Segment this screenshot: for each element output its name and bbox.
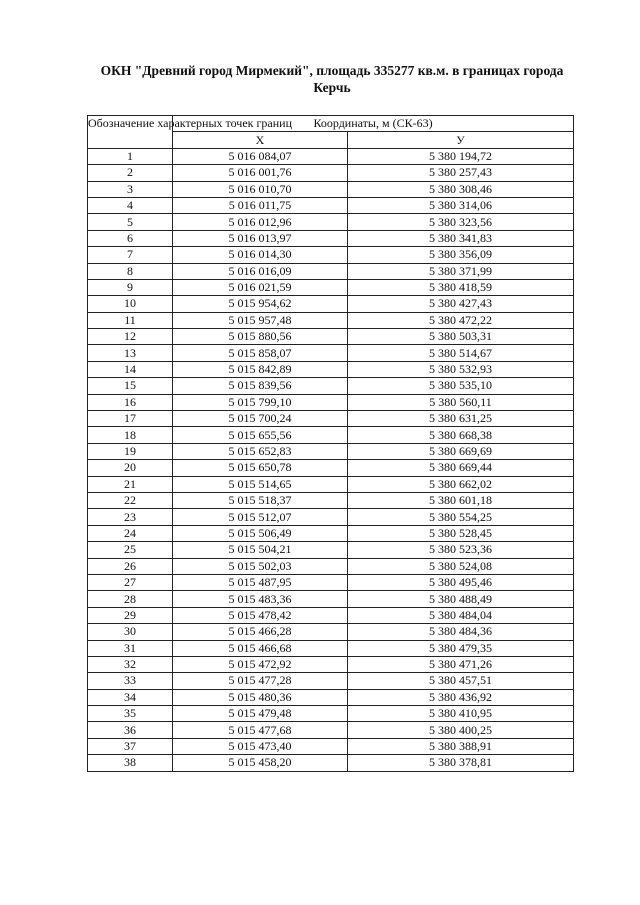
coord-y: 5 380 308,46	[348, 181, 574, 197]
coord-y: 5 380 418,59	[348, 279, 574, 295]
coord-x: 5 015 479,48	[173, 706, 348, 722]
coord-x: 5 015 858,07	[173, 345, 348, 361]
coord-y: 5 380 341,83	[348, 230, 574, 246]
coord-y: 5 380 669,69	[348, 443, 574, 459]
coord-y: 5 380 427,43	[348, 296, 574, 312]
coord-y: 5 380 631,25	[348, 411, 574, 427]
coord-x: 5 015 473,40	[173, 738, 348, 754]
point-number: 9	[88, 279, 173, 295]
coord-y: 5 380 514,67	[348, 345, 574, 361]
point-number: 27	[88, 574, 173, 590]
point-number: 24	[88, 525, 173, 541]
coord-x: 5 016 013,97	[173, 230, 348, 246]
header-y: У	[348, 132, 574, 148]
table-row	[88, 525, 574, 541]
table-row	[88, 411, 574, 427]
coord-x: 5 015 652,83	[173, 443, 348, 459]
coord-x: 5 016 021,59	[173, 279, 348, 295]
point-number: 18	[88, 427, 173, 443]
coord-y: 5 380 479,35	[348, 640, 574, 656]
coord-x: 5 015 842,89	[173, 361, 348, 377]
table-row	[88, 443, 574, 459]
point-number: 2	[88, 165, 173, 181]
coord-x: 5 015 839,56	[173, 378, 348, 394]
table-row	[88, 460, 574, 476]
coord-y: 5 380 668,38	[348, 427, 574, 443]
point-number: 1	[88, 148, 173, 164]
table-row	[88, 722, 574, 738]
coord-x: 5 015 954,62	[173, 296, 348, 312]
coord-x: 5 015 466,28	[173, 624, 348, 640]
table-body	[88, 148, 574, 771]
table-row	[88, 591, 574, 607]
coord-x: 5 016 011,75	[173, 197, 348, 213]
point-number: 15	[88, 378, 173, 394]
header-point-label: Обозначение характерных точек границ	[88, 116, 173, 149]
table-row	[88, 607, 574, 623]
coord-y: 5 380 356,09	[348, 247, 574, 263]
point-number: 32	[88, 656, 173, 672]
point-number: 4	[88, 197, 173, 213]
point-number: 5	[88, 214, 173, 230]
table-row	[88, 197, 574, 213]
point-number: 12	[88, 329, 173, 345]
table-row	[88, 148, 574, 164]
coord-y: 5 380 471,26	[348, 656, 574, 672]
coord-x: 5 016 016,09	[173, 263, 348, 279]
point-number: 23	[88, 509, 173, 525]
point-number: 26	[88, 558, 173, 574]
coord-y: 5 380 669,44	[348, 460, 574, 476]
coord-x: 5 015 472,92	[173, 656, 348, 672]
coord-y: 5 380 523,36	[348, 542, 574, 558]
table-row	[88, 640, 574, 656]
coord-y: 5 380 371,99	[348, 263, 574, 279]
table-row	[88, 706, 574, 722]
coord-x: 5 015 518,37	[173, 492, 348, 508]
table-row	[88, 673, 574, 689]
header-coordinates-group: Координаты, м (СК-63)	[173, 116, 574, 132]
table-row	[88, 345, 574, 361]
table-row	[88, 247, 574, 263]
table-row	[88, 509, 574, 525]
point-number: 20	[88, 460, 173, 476]
coord-x: 5 015 466,68	[173, 640, 348, 656]
table-row	[88, 558, 574, 574]
point-number: 33	[88, 673, 173, 689]
coord-x: 5 015 514,65	[173, 476, 348, 492]
coord-x: 5 015 487,95	[173, 574, 348, 590]
table-row	[88, 755, 574, 771]
point-number: 17	[88, 411, 173, 427]
table-row	[88, 476, 574, 492]
point-number: 7	[88, 247, 173, 263]
table-row	[88, 165, 574, 181]
coord-x: 5 015 880,56	[173, 329, 348, 345]
coord-y: 5 380 484,04	[348, 607, 574, 623]
point-number: 8	[88, 263, 173, 279]
title-line-1: ОКН "Древний город Мирмекий", площадь 335277 кв.м. в границах города	[100, 63, 564, 78]
coord-x: 5 015 502,03	[173, 558, 348, 574]
point-number: 31	[88, 640, 173, 656]
coord-y: 5 380 410,95	[348, 706, 574, 722]
coord-x: 5 015 655,56	[173, 427, 348, 443]
coord-x: 5 015 478,42	[173, 607, 348, 623]
coord-x: 5 015 700,24	[173, 411, 348, 427]
table-row	[88, 394, 574, 410]
point-number: 34	[88, 689, 173, 705]
coord-x: 5 015 957,48	[173, 312, 348, 328]
coord-x: 5 016 084,07	[173, 148, 348, 164]
table-row	[88, 624, 574, 640]
table-row	[88, 230, 574, 246]
coord-x: 5 015 799,10	[173, 394, 348, 410]
point-number: 25	[88, 542, 173, 558]
coord-y: 5 380 257,43	[348, 165, 574, 181]
table-row	[88, 329, 574, 345]
coord-y: 5 380 314,06	[348, 197, 574, 213]
coord-x: 5 015 477,68	[173, 722, 348, 738]
document-title	[90, 62, 574, 96]
coord-y: 5 380 488,49	[348, 591, 574, 607]
point-number: 28	[88, 591, 173, 607]
coord-y: 5 380 503,31	[348, 329, 574, 345]
header-x: Х	[173, 132, 348, 148]
coord-x: 5 015 504,21	[173, 542, 348, 558]
coordinates-table	[87, 115, 574, 772]
point-number: 19	[88, 443, 173, 459]
coord-y: 5 380 378,81	[348, 755, 574, 771]
coord-y: 5 380 194,72	[348, 148, 574, 164]
coord-x: 5 015 477,28	[173, 673, 348, 689]
table-row	[88, 738, 574, 754]
coord-y: 5 380 662,02	[348, 476, 574, 492]
coord-y: 5 380 484,36	[348, 624, 574, 640]
point-number: 36	[88, 722, 173, 738]
table-row	[88, 214, 574, 230]
coord-y: 5 380 601,18	[348, 492, 574, 508]
title-line-2: Керчь	[313, 80, 351, 95]
coord-x: 5 015 650,78	[173, 460, 348, 476]
coord-y: 5 380 560,11	[348, 394, 574, 410]
coord-x: 5 015 506,49	[173, 525, 348, 541]
coord-y: 5 380 400,25	[348, 722, 574, 738]
coord-y: 5 380 528,45	[348, 525, 574, 541]
coord-y: 5 380 532,93	[348, 361, 574, 377]
table-row	[88, 296, 574, 312]
coord-x: 5 015 512,07	[173, 509, 348, 525]
coord-y: 5 380 472,22	[348, 312, 574, 328]
coord-x: 5 016 012,96	[173, 214, 348, 230]
coord-y: 5 380 388,91	[348, 738, 574, 754]
table-row	[88, 361, 574, 377]
table-row	[88, 492, 574, 508]
coord-y: 5 380 535,10	[348, 378, 574, 394]
point-number: 30	[88, 624, 173, 640]
point-number: 37	[88, 738, 173, 754]
coord-x: 5 016 001,76	[173, 165, 348, 181]
table-row	[88, 542, 574, 558]
point-number: 10	[88, 296, 173, 312]
table-row	[88, 181, 574, 197]
point-number: 14	[88, 361, 173, 377]
point-number: 22	[88, 492, 173, 508]
point-number: 6	[88, 230, 173, 246]
coord-x: 5 015 458,20	[173, 755, 348, 771]
coord-x: 5 015 480,36	[173, 689, 348, 705]
table-row	[88, 574, 574, 590]
coord-x: 5 015 483,36	[173, 591, 348, 607]
point-number: 13	[88, 345, 173, 361]
coord-y: 5 380 495,46	[348, 574, 574, 590]
table-row	[88, 656, 574, 672]
coord-x: 5 016 014,30	[173, 247, 348, 263]
point-number: 35	[88, 706, 173, 722]
point-number: 3	[88, 181, 173, 197]
table-row	[88, 312, 574, 328]
point-number: 16	[88, 394, 173, 410]
coord-y: 5 380 323,56	[348, 214, 574, 230]
point-number: 29	[88, 607, 173, 623]
table-row	[88, 378, 574, 394]
table-row	[88, 427, 574, 443]
table-row	[88, 689, 574, 705]
coord-y: 5 380 436,92	[348, 689, 574, 705]
coord-x: 5 016 010,70	[173, 181, 348, 197]
point-number: 11	[88, 312, 173, 328]
point-number: 21	[88, 476, 173, 492]
coord-y: 5 380 554,25	[348, 509, 574, 525]
coord-y: 5 380 524,08	[348, 558, 574, 574]
coord-y: 5 380 457,51	[348, 673, 574, 689]
point-number: 38	[88, 755, 173, 771]
table-row	[88, 279, 574, 295]
table-row	[88, 263, 574, 279]
